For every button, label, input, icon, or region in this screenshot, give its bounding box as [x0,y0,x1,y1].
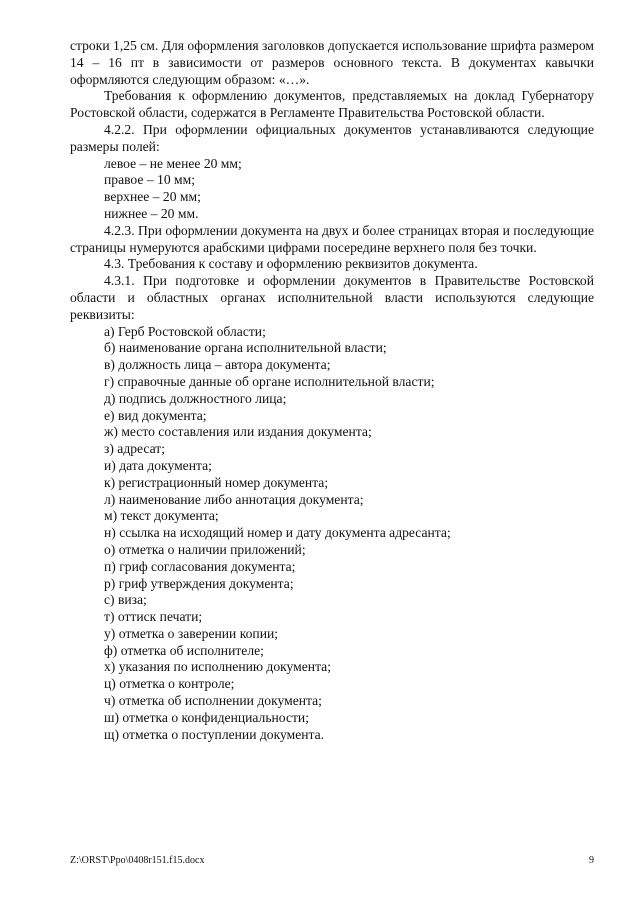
list-item: б) наименование органа исполнительной власти; [104,340,387,356]
paragraph-4-3-1: 4.3.1. При подготовке и оформлении документов в Правительстве Ростовской области и областных органах исполнительной власти используются следующие реквизиты: [70,273,594,322]
list-item: н) ссылка на исходящий номер и дату документа адресанта; [104,525,451,541]
list-item: ж) место составления или издания документа; [104,424,372,440]
list-item: ш) отметка о конфиденциальности; [104,709,309,725]
list-item: а) Герб Ростовской области; [104,323,266,339]
list-item: ч) отметка об исполнении документа; [104,693,322,709]
list-item: д) подпись должностного лица; [104,390,287,406]
list-item: ф) отметка об исполнителе; [104,642,264,658]
list-item: с) виза; [104,592,147,608]
list-item: ц) отметка о контроле; [104,676,235,692]
list-item: нижнее – 20 мм. [104,205,199,221]
list-item: х) указания по исполнению документа; [104,659,331,675]
list-item: у) отметка о заверении копии; [104,625,279,641]
list-item: и) дата документа; [104,457,212,473]
list-item: т) оттиск печати; [104,609,203,625]
list-item: о) отметка о наличии приложений; [104,541,306,557]
list-item: правое – 10 мм; [104,172,195,188]
page-number: 9 [589,855,594,866]
list-item: левое – не менее 20 мм; [104,155,242,171]
section-heading-4-3: 4.3. Требования к составу и оформлению реквизитов документа. [104,256,478,272]
paragraph-4-2-3: 4.2.3. При оформлении документа на двух и более страницах вторая и последующие страницы нумеруются арабскими цифрами посередине верхнего поля без точки. [70,222,594,255]
list-item: е) вид документа; [104,407,207,423]
file-path: Z:\ORST\Ppo\0408r151.f15.docx [70,855,205,866]
list-item: к) регистрационный номер документа; [104,474,329,490]
list-item: р) гриф утверждения документа; [104,575,294,591]
list-item: г) справочные данные об органе исполнительной власти; [104,373,435,389]
paragraph-4-2-2: 4.2.2. При оформлении официальных документов устанавливаются следующие размеры полей: [70,121,594,154]
list-item: м) текст документа; [104,508,219,524]
list-item: з) адресат; [104,441,166,457]
paragraph-font-continuation: строки 1,25 см. Для оформления заголовков допускается использование шрифта размером 14 – 16 пт в зависимости от размеров основного текста. В документах кавычки оформляются следующим образом: «…». [70,38,594,87]
requisites-list [70,324,594,744]
list-item: щ) отметка о поступлении документа. [104,726,325,742]
paragraph-governor-report: Требования к оформлению документов, представляемых на доклад Губернатору Ростовской области, содержатся в Регламенте Правительства Ростовской области. [70,88,594,121]
list-item: п) гриф согласования документа; [104,558,296,574]
list-item: верхнее – 20 мм; [104,189,201,205]
document-body [70,38,594,743]
list-item: л) наименование либо аннотация документа; [104,491,364,507]
margins-list [70,156,594,223]
list-item: в) должность лица – автора документа; [104,357,331,373]
